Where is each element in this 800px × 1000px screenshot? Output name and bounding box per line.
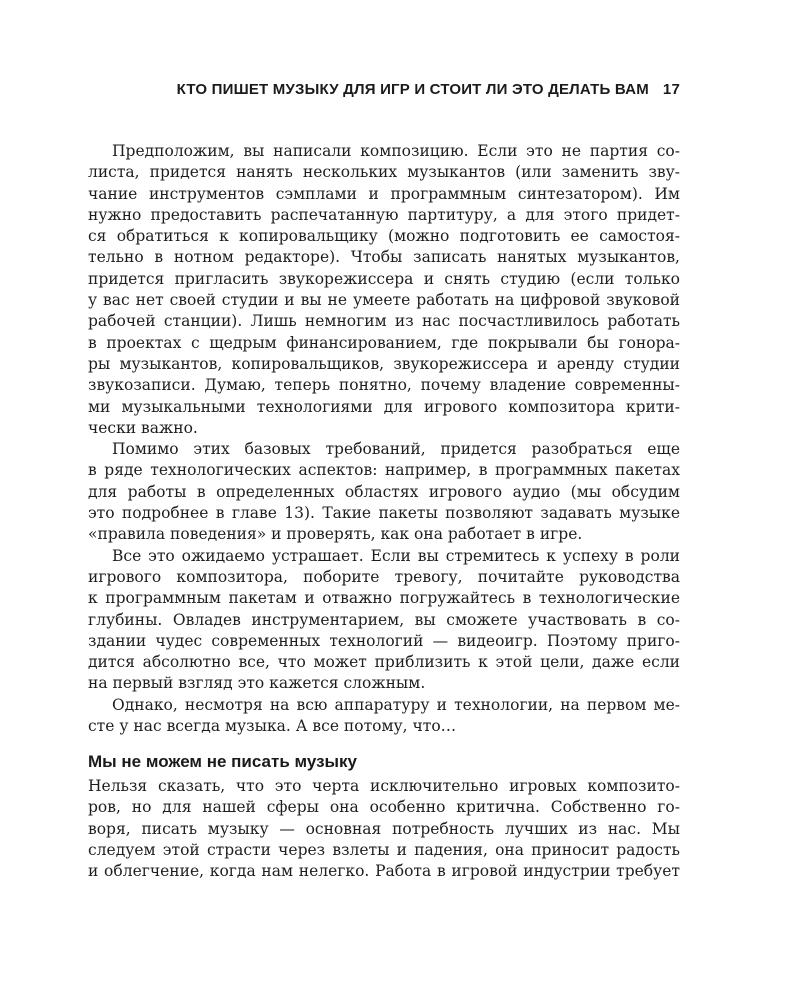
text-line: ров, но для нашей сферы она особенно критична. Собственно го-: [88, 798, 680, 817]
text-line: Помимо этих базовых требований, придется разобраться еще: [112, 440, 680, 459]
text-line: к программным пакетам и отважно погружайтесь в технологические: [88, 589, 680, 608]
text-line: листа, придется нанять нескольких музыкантов (или заменить зву-: [88, 163, 680, 182]
paragraph: [88, 141, 680, 439]
text-line: Все это ожидаемо устрашает. Если вы стремитесь к успеху в роли: [112, 546, 680, 565]
text-line: «правила поведения» и проверять, как она работает в игре.: [88, 525, 583, 544]
paragraph: [88, 439, 680, 545]
text-line: в проектах с щедрым финансированием, где покрывали бы гонора-: [88, 333, 680, 352]
text-line: воря, писать музыку — основная потребность лучших из нас. Мы: [88, 819, 680, 838]
text-line: здании чудес современных технологий — видеоигр. Поэтому приго-: [88, 631, 680, 650]
page-number: 17: [662, 80, 680, 98]
text-line: глубины. Овладев инструментарием, вы сможете участвовать в со-: [88, 610, 680, 629]
text-line: ся обратиться к копировальщику (можно подготовить ее самостоя-: [88, 227, 680, 246]
section-heading: Мы не можем не писать музыку: [88, 752, 358, 771]
text-line: и облегчение, когда нам нелегко. Работа в игровой индустрии требует: [88, 862, 680, 881]
text-line: Нельзя сказать, что это черта исключительно игровых композито-: [88, 777, 680, 795]
running-head: [88, 78, 680, 100]
text-line: Однако, несмотря на всю аппаратуру и технологии, на первом ме-: [112, 695, 680, 714]
text-line: сте у нас всегда музыка. А все потому, что…: [88, 717, 457, 736]
body-text: [88, 141, 680, 737]
text-line: это подробнее в главе 13). Такие пакеты позволяют задавать музыке: [88, 504, 680, 523]
paragraph: [88, 695, 680, 738]
running-head-title: КТО ПИШЕТ МУЗЫКУ ДЛЯ ИГР И СТОИТ ЛИ ЭТО ДЕЛАТЬ ВАМ: [176, 80, 649, 98]
text-line: чески важно.: [88, 418, 198, 437]
text-line: нужно предоставить распечатанную партитуру, а для этого придет-: [88, 205, 680, 224]
paragraph: [88, 546, 680, 695]
text-line: на первый взгляд это кажется сложным.: [88, 674, 426, 693]
text-line: рабочей станции). Лишь немногим из нас посчастливилось работать: [88, 312, 680, 331]
text-line: ры музыкантов, копировальщиков, звукорежиссера и аренду студии: [88, 354, 680, 373]
text-line: чание инструментов сэмплами и программным синтезатором). Им: [88, 184, 680, 203]
text-line: придется пригласить звукорежиссера и снять студию (если только: [88, 269, 680, 288]
text-line: ми музыкальными технологиями для игрового композитора крити-: [88, 397, 680, 416]
text-line: звукозаписи. Думаю, теперь понятно, почему владение современны-: [88, 376, 680, 395]
text-line: следуем этой страсти через взлеты и падения, она приносит радость: [88, 840, 680, 859]
text-line: тельно в нотном редакторе). Чтобы записать нанятых музыкантов,: [88, 248, 680, 267]
section-body-text: [88, 776, 680, 882]
text-line: в ряде технологических аспектов: например, в программных пакетах: [88, 461, 680, 480]
text-line: для работы в определенных областях игрового аудио (мы обсудим: [88, 482, 680, 501]
text-line: у вас нет своей студии и вы не умеете работать на цифровой звуковой: [88, 291, 680, 310]
text-line: дится абсолютно все, что может приблизить к этой цели, даже если: [88, 653, 680, 672]
text-line: игрового композитора, поборите тревогу, почитайте руководства: [88, 567, 680, 586]
text-line: Предположим, вы написали композицию. Если это не партия со-: [112, 142, 680, 160]
